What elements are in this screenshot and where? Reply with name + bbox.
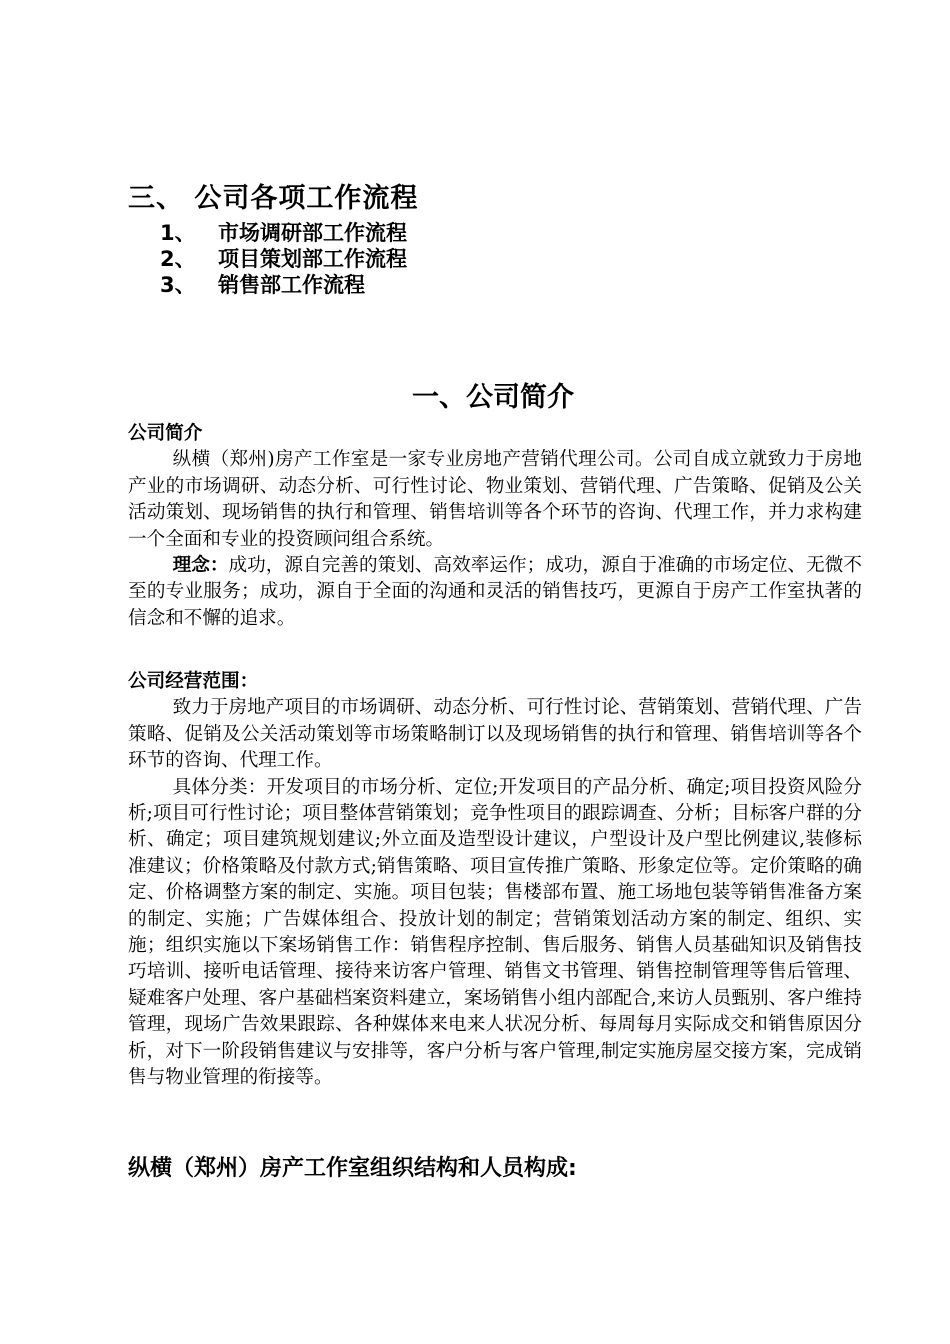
chapter-title: 一、公司简介 bbox=[412, 382, 574, 413]
scope-paragraph: 致力于房地产项目的市场调研、动态分析、可行性讨论、营销策划、营销代理、广告策略、促销及公关活动策划等市场策略制订以及现场销售的执行和管理、销售培训等各个环节的咨询、代理工作。 bbox=[128, 697, 862, 772]
idea-paragraph bbox=[128, 553, 862, 632]
list-item-label: 项目策划部工作流程 bbox=[218, 247, 407, 271]
list-item-number: 3、 bbox=[160, 273, 196, 297]
list-item bbox=[160, 220, 407, 246]
intro-heading: 公司简介 bbox=[128, 423, 203, 444]
list-item-number: 1、 bbox=[160, 221, 196, 245]
scope-heading: 公司经营范围： bbox=[128, 671, 259, 692]
scope-detail-paragraph: 具体分类：开发项目的市场分析、定位;开发项目的产品分析、确定;项目投资风险分析;项目可行性讨论；项目整体营销策划；竞争性项目的跟踪调查、分析；目标客户群的分析、确定；项目建筑规划建议;外立面及造型设计建议，户型设计及户型比例建议,装修标准建议；价格策略及付款方式;销售策略、项目宣传推广策略、形象定位等。定价策略的确定、价格调整方案的制定、实施。项目包装；售楼部布置、施工场地包装等销售准备方案的制定、实施；广告媒体组合、投放计划的制定；营销策划活动方案的制定、组织、实施；组织实施以下案场销售工作：销售程序控制、售后服务、销售人员基础知识及销售技巧培训、接听电话管理、接待来访客户管理、销售文书管理、销售控制管理等售后管理、疑难客户处理、客户基础档案资料建立，案场销售小组内部配合,来访人员甄别、客户维持管理，现场广告效果跟踪、各种媒体来电来人状况分析、每周每月实际成交和销售原因分析，对下一阶段销售建议与安排等，客户分析与客户管理,制定实施房屋交接方案，完成销售与物业管理的衔接等。 bbox=[128, 776, 862, 1089]
idea-label: 理念： bbox=[172, 555, 229, 577]
intro-section bbox=[128, 421, 862, 632]
intro-paragraph: 纵横（郑州)房产工作室是一家专业房地产营销代理公司。公司自成立就致力于房地产业的市场调研、动态分析、可行性讨论、物业策划、营销代理、广告策略、促销及公关活动策划、现场销售的执行和管理、销售培训等各个环节的咨询、代理工作，并力求构建一个全面和专业的投资顾问组合系统。 bbox=[128, 449, 862, 550]
list-item-number: 2、 bbox=[160, 247, 196, 271]
section-title: 三、 公司各项工作流程 bbox=[128, 183, 419, 214]
workflow-list bbox=[160, 220, 407, 298]
scope-section bbox=[128, 669, 862, 1092]
list-item-label: 销售部工作流程 bbox=[218, 273, 365, 297]
list-item bbox=[160, 246, 407, 272]
list-item bbox=[160, 272, 407, 298]
org-structure-title: 纵横（郑州）房产工作室组织结构和人员构成: bbox=[128, 1156, 577, 1181]
idea-text: 成功，源自完善的策划、高效率运作；成功，源自于准确的市场定位、无微不至的专业服务；成功，源自于全面的沟通和灵活的销售技巧，更源自于房产工作室执著的信念和不懈的追求。 bbox=[128, 555, 862, 629]
list-item-label: 市场调研部工作流程 bbox=[218, 221, 407, 245]
